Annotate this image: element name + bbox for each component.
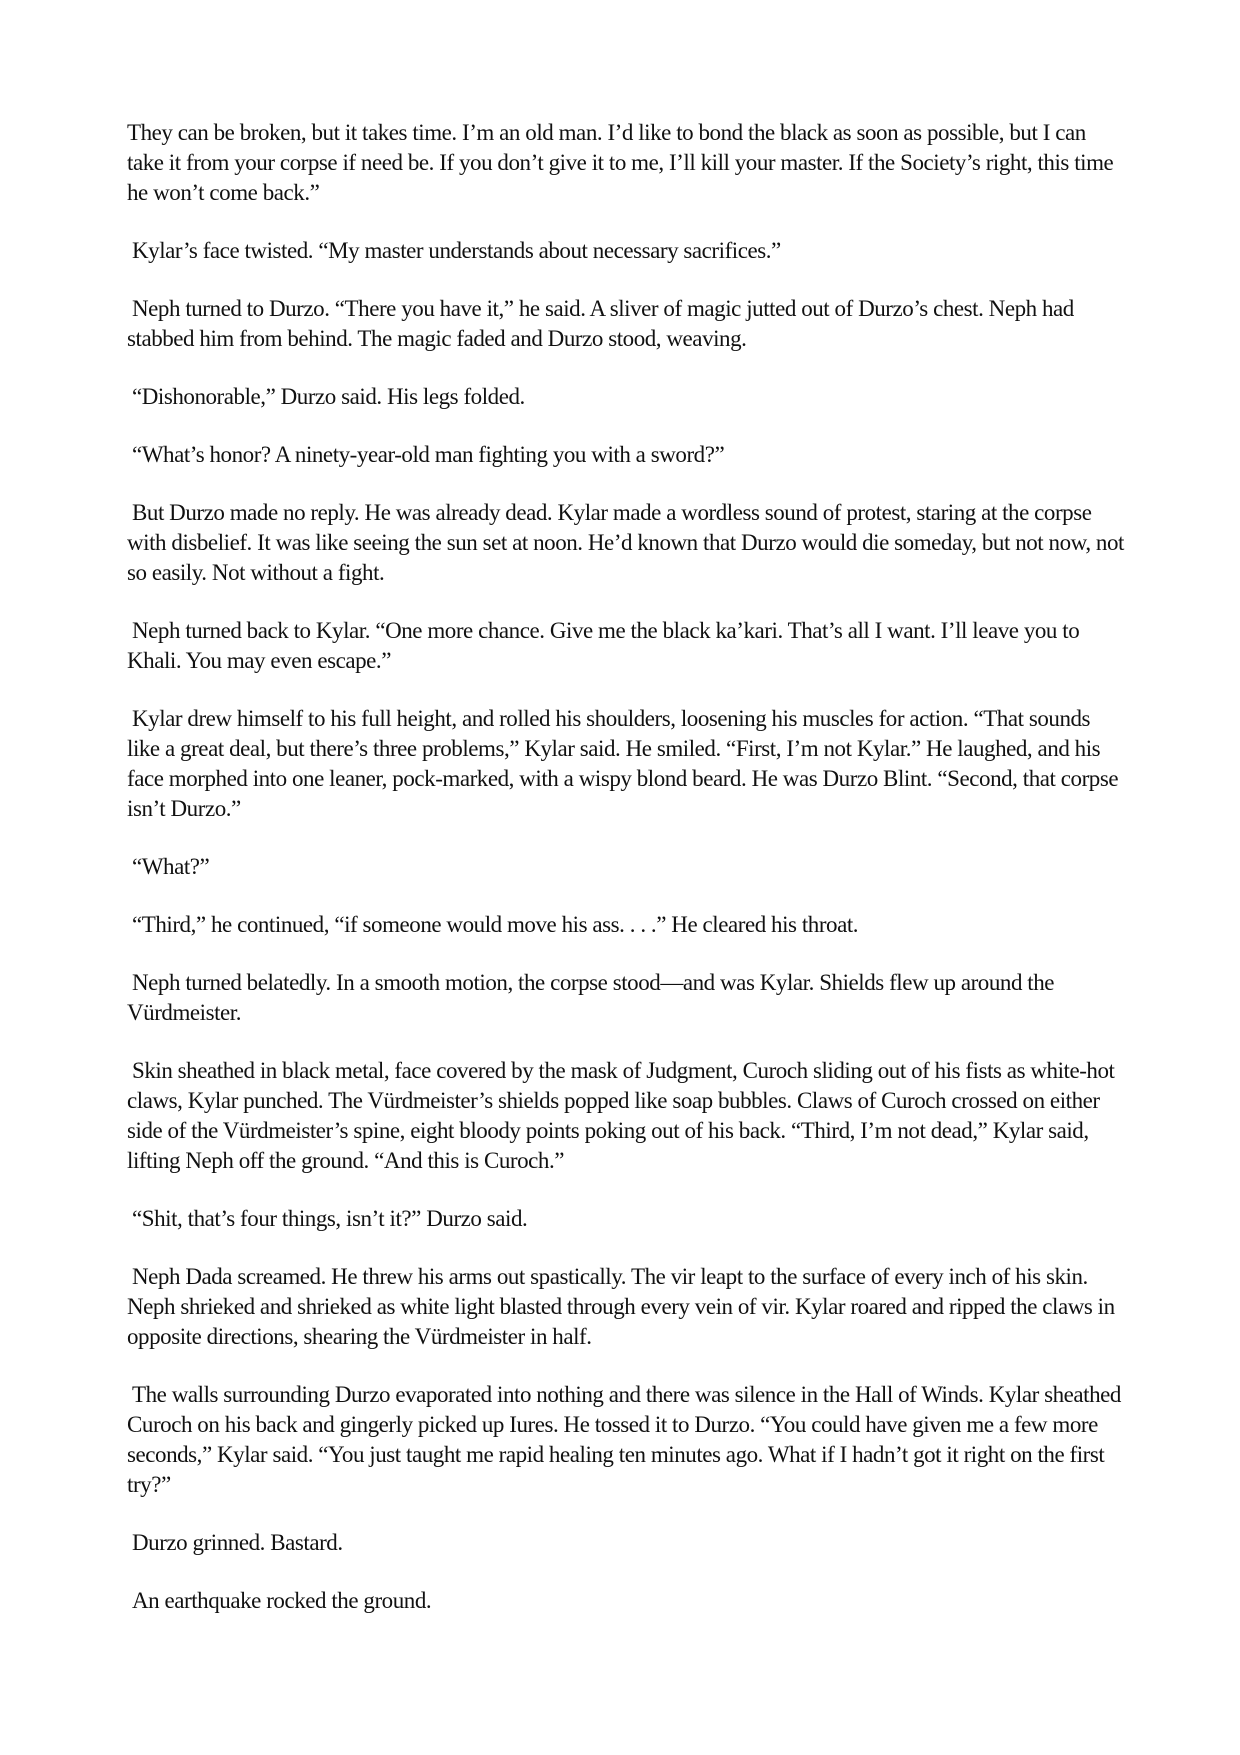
paragraph: “Third,” he continued, “if someone would move his ass. . . .” He cleared his throat. [132, 912, 859, 937]
paragraph: Neph turned to Durzo. “There you have it,” he said. A sliver of magic jutted out of Durzo’s chest. Neph had stabbed him from behind. The magic faded and Durzo stood, weaving. [127, 296, 1074, 351]
paragraph: They can be broken, but it takes time. I’m an old man. I’d like to bond the black as soon as possible, but I can take it from your corpse if need be. If you don’t give it to me, I’ll kill your master. If the Society’s right, this time he won’t come back.” [127, 120, 1114, 205]
paragraph: “What’s honor? A ninety-year-old man fighting you with a sword?” [132, 442, 725, 467]
paragraph: Skin sheathed in black metal, face covered by the mask of Judgment, Curoch sliding out of his fists as white-hot claws, Kylar punched. The Vürdmeister’s shields popped like soap bubbles. Claws of Curoch crossed on either side of the Vürdmeister’s spine, eight bloody points poking out of his back. “Third, I’m not dead,” Kylar said, lifting Neph off the ground. “And this is Curoch.” [127, 1058, 1115, 1173]
paragraph: Neph turned belatedly. In a smooth motion, the corpse stood—and was Kylar. Shields flew up around the Vürdmeister. [127, 970, 1055, 1025]
paragraph: Kylar drew himself to his full height, and rolled his shoulders, loosening his muscles for action. “That sounds like a great deal, but there’s three problems,” Kylar said. He smiled. “First, I’m not Kylar.” He laughed, and his face morphed into one leaner, pock-marked, with a wispy blond beard. He was Durzo Blint. “Second, that corpse isn’t Durzo.” [127, 706, 1119, 821]
paragraph: Neph Dada screamed. He threw his arms out spastically. The vir leapt to the surface of every inch of his skin. Neph shrieked and shrieked as white light blasted through every vein of vir. Kylar roared and ripped the claws in opposite directions, shearing the Vürdmeister in half. [127, 1264, 1115, 1349]
paragraph: “What?” [132, 854, 210, 879]
paragraph: An earthquake rocked the ground. [132, 1588, 432, 1613]
paragraph: The walls surrounding Durzo evaporated into nothing and there was silence in the Hall of Winds. Kylar sheathed Curoch on his back and gingerly picked up Iures. He tossed it to Durzo. “You could have given me a few more seconds,” Kylar said. “You just taught me rapid healing ten minutes ago. What if I hadn’t got it right on the first try?” [127, 1382, 1121, 1497]
paragraph: Neph turned back to Kylar. “One more chance. Give me the black ka’kari. That’s all I want. I’ll leave you to Khali. You may even escape.” [127, 618, 1080, 673]
paragraph: “Dishonorable,” Durzo said. His legs folded. [132, 384, 525, 409]
page-text-block [127, 118, 1125, 1644]
paragraph: “Shit, that’s four things, isn’t it?” Durzo said. [132, 1206, 528, 1231]
paragraph: Durzo grinned. Bastard. [132, 1530, 343, 1555]
paragraph: Kylar’s face twisted. “My master understands about necessary sacrifices.” [132, 238, 781, 263]
paragraph: But Durzo made no reply. He was already dead. Kylar made a wordless sound of protest, staring at the corpse with disbelief. It was like seeing the sun set at noon. He’d known that Durzo would die someday, but not now, not so easily. Not without a fight. [127, 500, 1124, 585]
